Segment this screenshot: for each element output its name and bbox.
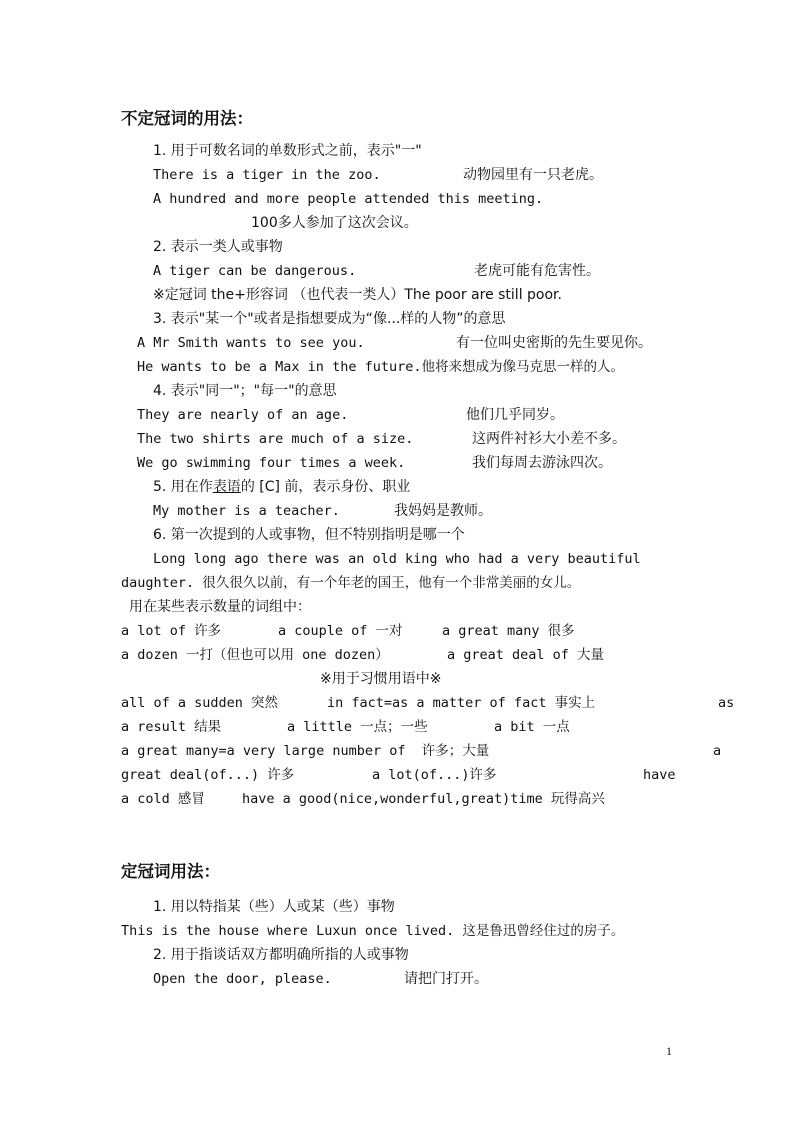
example-cn: 我们每周去游泳四次。 xyxy=(472,455,612,471)
example-en: We go swimming four times a week. xyxy=(137,455,406,471)
example-en: My mother is a teacher. xyxy=(153,503,340,519)
example-en: There is a tiger in the zoo. xyxy=(153,167,381,183)
phrase: a little 一点；一些 xyxy=(287,719,428,735)
phrase: a great many=a very large number of 许多；大量 xyxy=(121,743,490,759)
rule-2-title: 2. 用于指谈话双方都明确所指的人或事物 xyxy=(153,947,409,963)
note-line: ※定冠词 the+形容词 （也代表一类人）The poor are still poor. xyxy=(153,287,562,303)
example-en: They are nearly of an age. xyxy=(137,407,349,423)
example-line: daughter. 很久很久以前，有一个年老的国王，他有一个非常美丽的女儿。 xyxy=(121,575,581,591)
page-number: 1 xyxy=(666,1044,672,1058)
rule-1-title: 1. 用以特指某（些）人或某（些）事物 xyxy=(153,899,395,915)
example-cn: 100多人参加了这次会议。 xyxy=(251,215,418,231)
phrase: a result 结果 xyxy=(121,719,222,735)
phrase: have a good(nice,wonderful,great)time 玩得高兴 xyxy=(242,791,605,807)
phrase: a xyxy=(713,743,722,759)
phrase: great deal(of...) 许多 xyxy=(121,767,295,783)
example-line: He wants to be a Max in the future.他将来想成为像马克思一样的人。 xyxy=(137,359,624,375)
example-cn: 有一位叫史密斯的先生要见你。 xyxy=(456,335,652,351)
example-cn: 这两件衬衫大小差不多。 xyxy=(472,431,626,447)
example-en: A Mr Smith wants to see you. xyxy=(137,335,365,351)
rule-6-title: 6. 第一次提到的人或事物，但不特别指明是哪一个 xyxy=(153,527,465,543)
example-en: Open the door, please. xyxy=(153,971,332,987)
example-en: Long long ago there was an old king who had a very beautiful xyxy=(153,551,641,567)
rule-3-title: 3. 表示"某一个"或者是指想要成为“像...样的人物”的意思 xyxy=(153,311,506,327)
section-heading-indefinite-article: 不定冠词的用法： xyxy=(121,109,253,128)
rule-5-prefix: 5. 用在作 xyxy=(153,479,213,495)
phrase: a lot(of...)许多 xyxy=(372,767,497,783)
quantity-phrases-title: 用在某些表示数量的词组中： xyxy=(129,599,311,615)
rule-2-title: 2. 表示一类人或事物 xyxy=(153,239,283,255)
rule-5-suffix: 的 [C] 前，表示身份、职业 xyxy=(240,479,411,495)
example-cn: 我妈妈是教师。 xyxy=(394,503,492,519)
example-line: This is the house where Luxun once lived. 这是鲁迅曾经住过的房子。 xyxy=(121,923,625,939)
example-cn: 请把门打开。 xyxy=(404,971,488,987)
example-en: The two shirts are much of a size. xyxy=(137,431,414,447)
phrase: a cold 感冒 xyxy=(121,791,205,807)
phrase: a dozen 一打（但也可以用 one dozen） xyxy=(121,647,389,663)
rule-1-title: 1. 用于可数名词的单数形式之前，表示"一" xyxy=(153,143,422,159)
example-cn: 动物园里有一只老虎。 xyxy=(463,167,603,183)
idioms-title: ※用于习惯用语中※ xyxy=(320,671,442,687)
phrase: a couple of 一对 xyxy=(278,623,403,639)
phrase: a great many 很多 xyxy=(442,623,575,639)
rule-5-link-term: 表语 xyxy=(212,479,241,495)
example-en: A hundred and more people attended this meeting. xyxy=(153,191,544,207)
phrase: as xyxy=(718,695,735,711)
section-heading-definite-article: 定冠词用法： xyxy=(121,862,220,881)
phrase: all of a sudden 突然 xyxy=(121,695,279,711)
phrase: have xyxy=(643,767,676,783)
phrase: a bit 一点 xyxy=(494,719,570,735)
example-cn: 老虎可能有危害性。 xyxy=(474,263,600,279)
phrase: a lot of 许多 xyxy=(121,623,222,639)
rule-4-title: 4. 表示"同一"；"每一"的意思 xyxy=(153,383,337,399)
example-en: A tiger can be dangerous. xyxy=(153,263,357,279)
phrase: a great deal of 大量 xyxy=(447,647,605,663)
rule-5-title xyxy=(153,477,410,497)
phrase: in fact=as a matter of fact 事实上 xyxy=(327,695,596,711)
example-cn: 他们几乎同岁。 xyxy=(466,407,564,423)
